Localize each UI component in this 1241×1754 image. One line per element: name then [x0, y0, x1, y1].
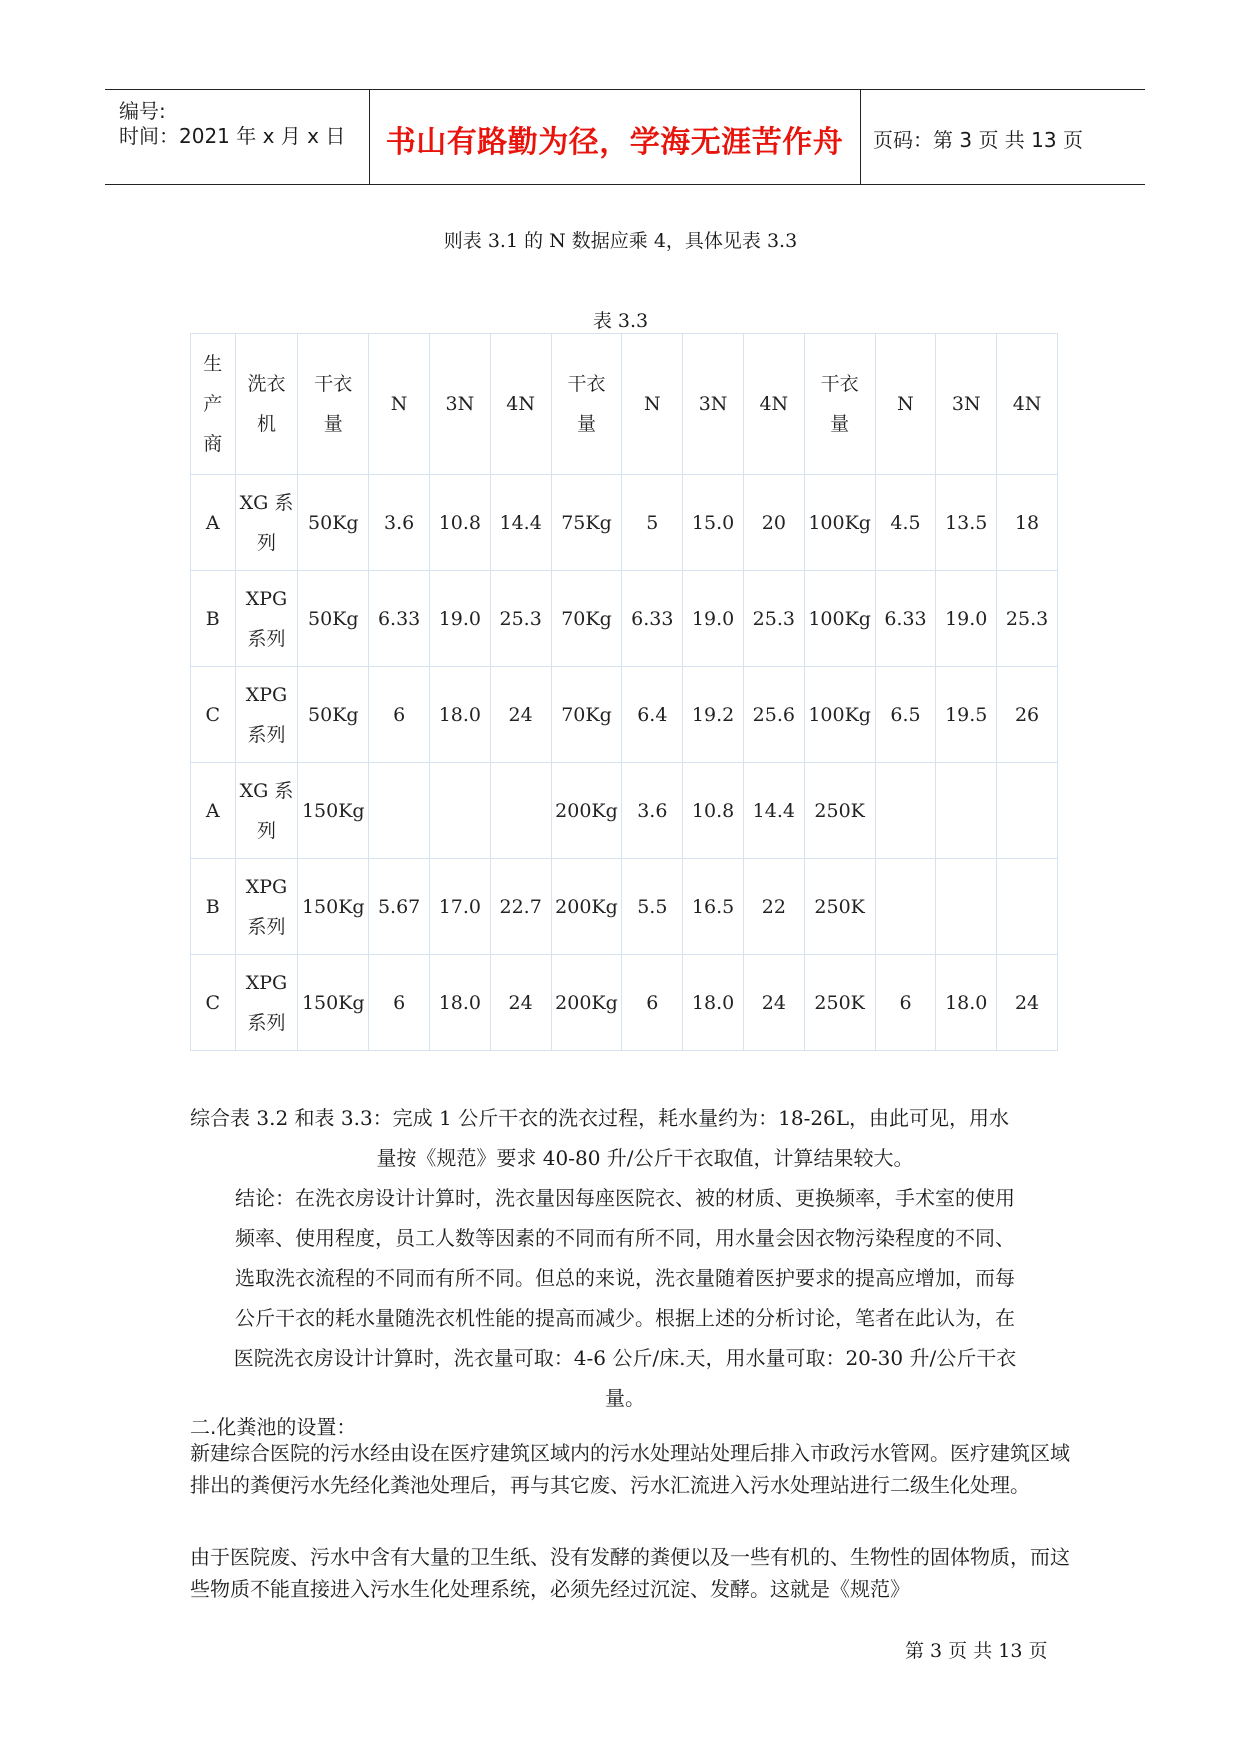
table-cell: [997, 667, 1058, 763]
table-cell: [936, 955, 997, 1051]
cell-text: XPG: [245, 971, 288, 994]
cell-text: 3N: [698, 393, 728, 415]
table-cell: [875, 955, 936, 1051]
cell-text: 14.4: [499, 511, 542, 534]
conclusion-line: 结论：在洗衣房设计计算时，洗衣量因每座医院衣、被的材质、更换频率，手术室的使用: [235, 1186, 1015, 1210]
summary-paragraph: [190, 1098, 1060, 1178]
cell-text: 18.0: [438, 991, 482, 1014]
table-cell: [191, 955, 236, 1051]
summary-line: 量按《规范》要求 40-80 升/公斤干衣取值，计算结果较大。: [376, 1146, 914, 1170]
table-cell: [804, 955, 875, 1051]
body-paragraph: 由于医院废、污水中含有大量的卫生纸、没有发酵的粪便以及一些有机的、生物性的固体物质，而这些物质不能直接进入污水生化处理系统，必须先经过沉淀、发酵。这就是《规范》: [190, 1545, 1070, 1601]
cell-text: 3.6: [384, 511, 415, 534]
cell-text: 5.67: [377, 895, 421, 918]
cell-text: 250K: [814, 799, 865, 822]
cell-text: 产: [203, 393, 223, 415]
cell-text: 干衣: [820, 373, 859, 395]
cell-text: 25.3: [752, 607, 795, 630]
cell-text: 200Kg: [555, 991, 618, 1014]
table-row: [191, 763, 1058, 859]
cell-text: 4N: [1012, 393, 1042, 415]
table-cell: [997, 571, 1058, 667]
cell-text: 25.3: [499, 607, 542, 630]
table-cell: [875, 763, 936, 859]
cell-text: 列: [256, 531, 276, 554]
cell-text: 18.0: [438, 703, 482, 726]
table-cell: [622, 667, 683, 763]
conclusion-line: 量。: [605, 1386, 645, 1410]
table-cell: [490, 571, 551, 667]
conclusion-line: 频率、使用程度，员工人数等因素的不同而有所不同，用水量会因衣物污染程度的不同、: [235, 1226, 1015, 1250]
table-row: [191, 859, 1058, 955]
cell-text: A: [205, 511, 220, 534]
cell-text: 13.5: [945, 511, 988, 534]
table-cell: [997, 763, 1058, 859]
cell-text: 生: [203, 353, 223, 375]
cell-text: 100Kg: [808, 607, 871, 630]
table-cell: [743, 859, 804, 955]
table-cell: [875, 571, 936, 667]
page-header: [105, 89, 1145, 185]
table-cell: [369, 763, 430, 859]
table-cell: [235, 571, 298, 667]
cell-text: 5: [646, 511, 659, 534]
table-cell: [683, 859, 744, 955]
cell-text: XPG: [245, 587, 288, 610]
cell-text: 6: [899, 991, 912, 1014]
table-cell: [490, 955, 551, 1051]
summary-line: 综合表 3.2 和表 3.3：完成 1 公斤干衣的洗衣过程，耗水量约为：18-26L，由此可见，用水: [190, 1106, 1010, 1130]
cell-text: 4N: [506, 393, 535, 415]
cell-text: N: [643, 393, 661, 415]
table-cell: [683, 763, 744, 859]
table-cell: [369, 955, 430, 1051]
cell-text: 19.0: [438, 607, 482, 630]
table-cell: [936, 571, 997, 667]
cell-text: 4N: [759, 393, 789, 415]
cell-text: 6.5: [890, 703, 921, 726]
cell-text: 100Kg: [808, 703, 871, 726]
table-cell: [235, 859, 298, 955]
table-cell: [997, 334, 1058, 475]
table-cell: [369, 571, 430, 667]
cell-text: 15.0: [691, 511, 735, 534]
table-cell: [298, 955, 369, 1051]
table-cell: [875, 859, 936, 955]
cell-text: 10.8: [438, 511, 482, 534]
table-cell: [490, 763, 551, 859]
cell-text: 3N: [951, 393, 981, 415]
table-cell: [191, 334, 236, 475]
table-cell: [298, 475, 369, 571]
table-cell: [551, 763, 622, 859]
cell-text: 干衣: [567, 373, 606, 395]
cell-text: 70Kg: [561, 703, 612, 726]
cell-text: 量: [323, 413, 343, 435]
document-number-label: 编号:: [119, 99, 166, 123]
table-cell: [997, 859, 1058, 955]
cell-text: 200Kg: [555, 799, 618, 822]
table-cell: [683, 334, 744, 475]
cell-text: 5.5: [637, 895, 668, 918]
cell-text: 250K: [814, 895, 865, 918]
table-cell: [490, 859, 551, 955]
table-cell: [936, 334, 997, 475]
table-cell: [743, 334, 804, 475]
table-cell: [490, 667, 551, 763]
table-cell: [551, 667, 622, 763]
table-cell: [875, 667, 936, 763]
cell-text: 洗衣: [247, 373, 286, 395]
table-cell: [430, 859, 491, 955]
table-cell: [936, 763, 997, 859]
table-cell: [191, 571, 236, 667]
cell-text: 24: [761, 991, 786, 1014]
table-cell: [235, 955, 298, 1051]
cell-text: 14.4: [752, 799, 795, 822]
cell-text: 6.4: [637, 703, 668, 726]
table-cell: [622, 955, 683, 1051]
table-cell: [683, 475, 744, 571]
table-cell: [430, 667, 491, 763]
cell-text: 系列: [247, 915, 286, 938]
cell-text: 系列: [247, 723, 286, 746]
cell-text: 3.6: [637, 799, 668, 822]
cell-text: 10.8: [691, 799, 735, 822]
table-cell: [743, 571, 804, 667]
table-cell: [191, 763, 236, 859]
table-cell: [622, 859, 683, 955]
table-cell: [369, 859, 430, 955]
table-cell: [298, 667, 369, 763]
table-cell: [936, 859, 997, 955]
table-cell: [490, 334, 551, 475]
table-cell: [622, 475, 683, 571]
table-cell: [369, 667, 430, 763]
table-cell: [551, 859, 622, 955]
cell-text: 26: [1014, 703, 1040, 726]
table-cell: [369, 334, 430, 475]
table-cell: [622, 763, 683, 859]
cell-text: 量: [830, 413, 850, 435]
table-row: [191, 475, 1058, 571]
cell-text: 24: [508, 703, 533, 726]
cell-text: XPG: [245, 683, 288, 706]
cell-text: N: [897, 393, 914, 415]
table-row: [191, 955, 1058, 1051]
table-cell: [490, 475, 551, 571]
cell-text: 6.33: [377, 607, 421, 630]
cell-text: 22.7: [499, 895, 542, 918]
cell-text: 3N: [445, 393, 475, 415]
cell-text: 100Kg: [808, 511, 871, 534]
cell-text: XG 系: [239, 491, 294, 514]
table-cell: [430, 334, 491, 475]
cell-text: 18: [1014, 511, 1040, 534]
table-cell: [875, 334, 936, 475]
cell-text: 200Kg: [555, 895, 618, 918]
table-cell: [551, 334, 622, 475]
table-cell: [430, 763, 491, 859]
cell-text: 20: [761, 511, 786, 534]
cell-text: 系列: [247, 627, 286, 650]
table-cell: [551, 955, 622, 1051]
table-cell: [622, 571, 683, 667]
table-cell: [743, 955, 804, 1051]
cell-text: 机: [256, 413, 276, 435]
table-cell: [298, 859, 369, 955]
cell-text: C: [205, 703, 221, 726]
cell-text: 16.5: [691, 895, 735, 918]
cell-text: 系列: [247, 1011, 286, 1034]
header-page-label: 页码：第 3 页 共 13 页: [873, 128, 1083, 152]
cell-text: 25.3: [1005, 607, 1049, 630]
cell-text: 19.2: [691, 703, 735, 726]
cell-text: 150Kg: [301, 895, 365, 918]
document-time-label: 时间：2021 年 x 月 x 日: [119, 124, 346, 148]
cell-text: N: [390, 393, 408, 415]
cell-text: 6: [646, 991, 659, 1014]
table-row: [191, 571, 1058, 667]
table-cell: [804, 667, 875, 763]
table-cell: [804, 571, 875, 667]
cell-text: 150Kg: [301, 799, 365, 822]
cell-text: 4.5: [890, 511, 921, 534]
cell-text: 6: [393, 991, 406, 1014]
cell-text: 量: [576, 413, 596, 435]
cell-text: 50Kg: [308, 607, 359, 630]
table-cell: [804, 334, 875, 475]
table-cell: [235, 667, 298, 763]
section-title: 二.化粪池的设置：: [190, 1415, 357, 1439]
table-cell: [235, 334, 298, 475]
cell-text: 列: [256, 819, 276, 842]
cell-text: 22: [761, 895, 786, 918]
table-cell: [430, 571, 491, 667]
table-row: [191, 667, 1058, 763]
table-cell: [298, 334, 369, 475]
cell-text: XG 系: [239, 779, 294, 802]
cell-text: 24: [1014, 991, 1040, 1014]
cell-text: C: [205, 991, 221, 1014]
table-cell: [936, 667, 997, 763]
intro-note: 则表 3.1 的 N 数据应乘 4，具体见表 3.3: [443, 230, 798, 252]
cell-text: 150Kg: [301, 991, 365, 1014]
header-divider: [860, 90, 861, 184]
table-cell: [743, 763, 804, 859]
table-cell: [622, 334, 683, 475]
cell-text: 18.0: [945, 991, 988, 1014]
cell-text: 干衣: [314, 373, 353, 395]
table-cell: [298, 571, 369, 667]
table-cell: [875, 475, 936, 571]
cell-text: 19.5: [945, 703, 988, 726]
table-cell: [997, 475, 1058, 571]
body-paragraph: 新建综合医院的污水经由设在医疗建筑区域内的污水处理站处理后排入市政污水管网。医疗建筑区域排出的粪便污水先经化粪池处理后，再与其它废、污水汇流进入污水处理站进行二级生化处理。: [190, 1441, 1070, 1497]
cell-text: 19.0: [691, 607, 735, 630]
cell-text: 25.6: [752, 703, 795, 726]
table-cell: [235, 763, 298, 859]
cell-text: 6.33: [631, 607, 674, 630]
table-cell: [551, 571, 622, 667]
table-caption: 表 3.3: [592, 310, 649, 332]
page-footer: 第 3 页 共 13 页: [905, 1640, 1048, 1662]
table-cell: [683, 955, 744, 1051]
cell-text: 50Kg: [308, 511, 359, 534]
table-cell: [369, 475, 430, 571]
table-cell: [804, 763, 875, 859]
table-cell: [298, 763, 369, 859]
table-cell: [683, 571, 744, 667]
conclusion-line: 公斤干衣的耗水量随洗衣机性能的提高而减少。根据上述的分析讨论，笔者在此认为，在: [235, 1306, 1015, 1330]
table-header-row: [191, 334, 1058, 475]
table-cell: [804, 859, 875, 955]
cell-text: B: [205, 895, 220, 918]
table-cell: [683, 667, 744, 763]
table-cell: [804, 475, 875, 571]
table-cell: [430, 955, 491, 1051]
cell-text: 6.33: [884, 607, 927, 630]
table-cell: [191, 859, 236, 955]
table-cell: [430, 475, 491, 571]
cell-text: 17.0: [438, 895, 482, 918]
header-motto: 书山有路勤为径，学海无涯苦作舟: [385, 125, 844, 160]
cell-text: 24: [508, 991, 533, 1014]
cell-text: A: [205, 799, 220, 822]
table-cell: [743, 475, 804, 571]
table-cell: [191, 475, 236, 571]
cell-text: 70Kg: [561, 607, 612, 630]
table-cell: [997, 955, 1058, 1051]
cell-text: 50Kg: [308, 703, 359, 726]
table-cell: [936, 475, 997, 571]
cell-text: 6: [393, 703, 406, 726]
cell-text: 19.0: [945, 607, 988, 630]
washer-data-table: [190, 333, 1058, 1051]
conclusion-line: 选取洗衣流程的不同而有所不同。但总的来说，洗衣量随着医护要求的提高应增加，而每: [235, 1266, 1015, 1290]
table-cell: [551, 475, 622, 571]
cell-text: 75Kg: [561, 511, 612, 534]
cell-text: 250K: [814, 991, 865, 1014]
cell-text: XPG: [245, 875, 288, 898]
cell-text: B: [205, 607, 220, 630]
cell-text: 商: [203, 433, 223, 455]
table-cell: [191, 667, 236, 763]
conclusion-line: 医院洗衣房设计计算时，洗衣量可取：4-6 公斤/床.天，用水量可取：20-30 升/公斤干衣: [233, 1346, 1017, 1370]
cell-text: 18.0: [691, 991, 735, 1014]
table-cell: [743, 667, 804, 763]
table-cell: [235, 475, 298, 571]
conclusion-paragraph: [190, 1178, 1060, 1418]
